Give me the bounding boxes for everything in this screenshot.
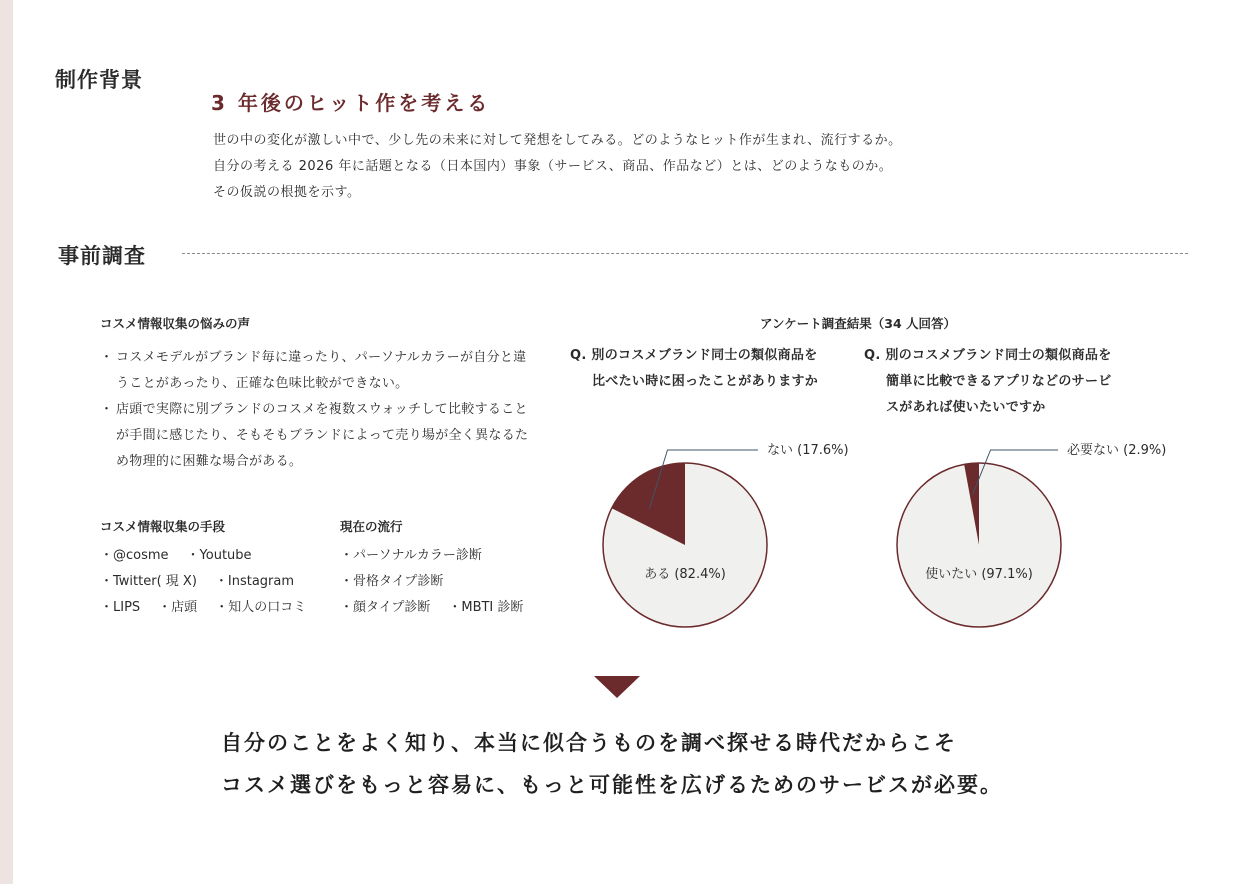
section-heading-background: 制作背景	[55, 68, 143, 92]
survey-title: アンケート調査結果（34 人回答）	[760, 316, 956, 331]
worries-title: コスメ情報収集の悩みの声	[100, 316, 251, 331]
trend-item: ・顔タイプ診断	[340, 600, 431, 615]
intro-line: その仮説の根拠を示す。	[213, 185, 361, 200]
intro-text	[213, 128, 902, 206]
methods-title: コスメ情報収集の手段	[100, 519, 226, 534]
section-heading-research: 事前調査	[58, 244, 146, 268]
list-item: ・ 店頭で実際に別ブランドのコスメを複数スウォッチして比較することが手間に感じたり、そもそもブランドによって売り場が全く異なるため物理的に困難な場合がある。	[100, 397, 530, 475]
trends-title: 現在の流行	[340, 519, 403, 534]
pie-label-yes: ある (82.4%)	[644, 567, 726, 582]
method-item: ・知人の口コミ	[215, 600, 307, 615]
question-line: Q. 別のコスメブランド同士の類似商品を	[864, 348, 1112, 363]
method-item: ・@cosme	[100, 548, 169, 563]
trend-item: ・MBTI 診断	[448, 600, 524, 615]
conclusion-line: 自分のことをよく知り、本当に似合うものを調べ探せる時代だからこそ	[221, 731, 957, 755]
intro-line: 自分の考える 2026 年に話題となる（日本国内）事象（サービス、商品、作品など）とは、どのようなものか。	[213, 159, 893, 174]
conclusion	[221, 722, 1003, 806]
intro-line: 世の中の変化が激しい中で、少し先の未来に対して発想をしてみる。どのようなヒット作が生まれ、流行するか。	[213, 133, 902, 148]
dotted-divider	[182, 253, 1188, 254]
trend-item: ・骨格タイプ診断	[340, 574, 444, 589]
method-item: ・Twitter( 現 X)	[100, 574, 197, 589]
question-line: 簡単に比較できるアプリなどのサービ	[886, 374, 1112, 389]
pie-chart-2	[897, 443, 1166, 627]
method-item: ・LIPS	[100, 600, 141, 615]
down-arrow-icon	[594, 676, 640, 700]
conclusion-line: コスメ選びをもっと容易に、もっと可能性を広げるためのサービスが必要。	[221, 773, 1003, 797]
method-item: ・Instagram	[214, 574, 295, 589]
list-item: ・ コスメモデルがブランド毎に違ったり、パーソナルカラーが自分と違うことがあったり、正確な色味比較ができない。	[100, 345, 530, 397]
question-line: スがあれば使いたいですか	[886, 400, 1046, 415]
question-1	[570, 343, 818, 395]
method-item: ・店頭	[158, 600, 198, 615]
trends-list	[340, 543, 541, 621]
question-line: Q. 別のコスメブランド同士の類似商品を	[570, 348, 818, 363]
pie-charts	[560, 420, 1200, 650]
pie-label-no: ない (17.6%)	[767, 443, 849, 458]
question-line: 比べたい時に困ったことがありますか	[592, 374, 819, 389]
question-2	[864, 343, 1112, 421]
pie-label-want: 使いたい (97.1%)	[925, 567, 1033, 582]
methods-list	[100, 543, 324, 621]
method-item: ・Youtube	[186, 548, 252, 563]
page-subtitle: 3 年後のヒット作を考える	[211, 91, 491, 115]
side-strip	[0, 0, 13, 884]
pie-label-unneeded: 必要ない (2.9%)	[1067, 443, 1167, 458]
worries-list	[100, 345, 530, 475]
pie-chart-1	[603, 443, 849, 627]
trend-item: ・パーソナルカラー診断	[340, 548, 482, 563]
